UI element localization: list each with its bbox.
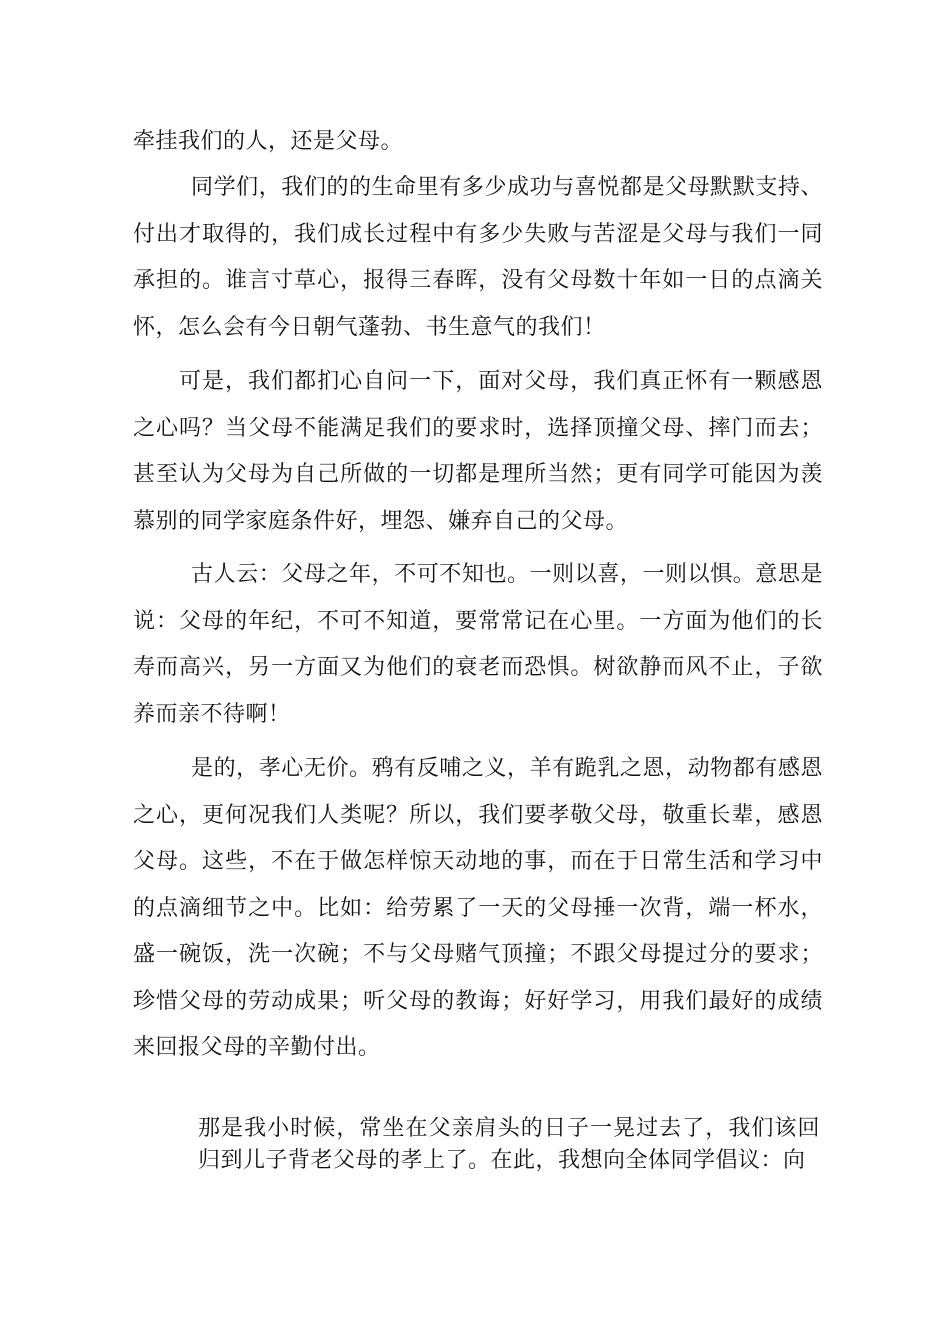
- paragraph-5: 是的，孝心无价。鸦有反哺之义，羊有跪乳之恩，动物都有感恩之心，更何况我们人类呢？所以，我们要孝敬父母，敬重长辈，感恩父母。这些，不在于做怎样惊天动地的事，而在于日常生活和学习中的点滴细节之中。比如：给劳累了一天的父母捶一次背，端一杯水，盛一碗饭，洗一次碗；不与父母赌气顶撞；不跟父母提过分的要求；珍惜父母的劳动成果；听父母的教诲；好好学习，用我们最好的成绩来回报父母的辛勤付出。: [133, 756, 823, 1060]
- paragraph-3: 可是，我们都扪心自问一下，面对父母，我们真正怀有一颗感恩之心吗？当父母不能满足我们的要求时，选择顶撞父母、摔门而去；甚至认为父母为自己所做的一切都是理所当然；更有同学可能因为羡慕别的同学家庭条件好，埋怨、嫌弃自己的父母。: [133, 369, 823, 534]
- paragraph-6: 那是我小时候，常坐在父亲肩头的日子一晃过去了，我们该回归到儿子背老父母的孝上了。在此，我想向全体同学倡议：向: [198, 1116, 820, 1173]
- paragraph-1: 牵挂我们的人，还是父母。: [133, 129, 404, 154]
- paragraph-2: 同学们，我们的的生命里有多少成功与喜悦都是父母默默支持、付出才取得的，我们成长过程中有多少失败与苦涩是父母与我们一同承担的。谁言寸草心，报得三春晖，没有父母数十年如一日的点滴关怀，怎么会有今日朝气蓬勃、书生意气的我们！: [133, 175, 823, 340]
- paragraph-4: 古人云：父母之年，不可不知也。一则以喜，一则以惧。意思是说：父母的年纪，不可不知道，要常常记在心里。一方面为他们的长寿而高兴，另一方面又为他们的衰老而恐惧。树欲静而风不止，子欲养而亲不待啊！: [133, 562, 823, 727]
